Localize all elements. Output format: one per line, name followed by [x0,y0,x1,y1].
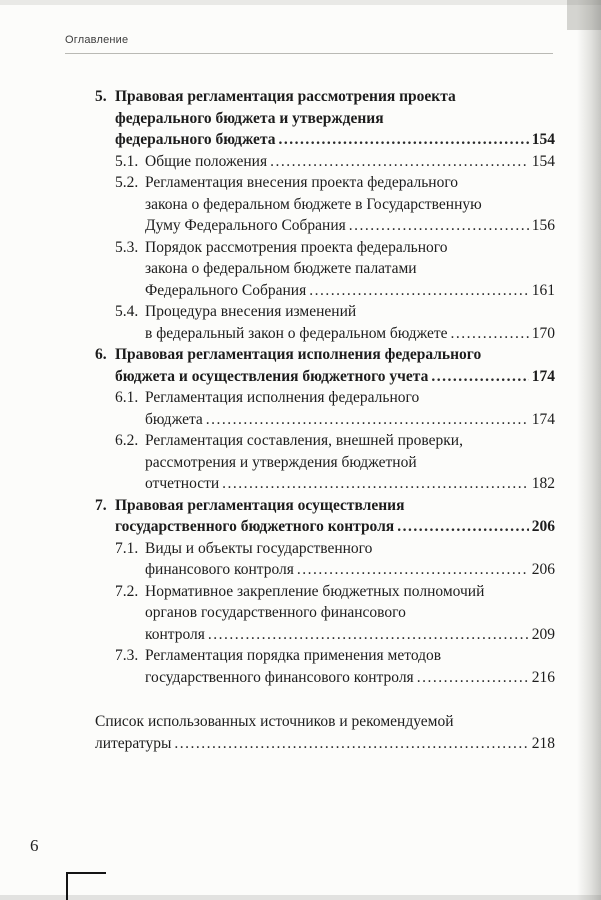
page-ref: 161 [531,281,555,299]
entry-line: органов государственного финансового [145,604,406,621]
dot-leader [309,280,529,302]
entry-line: Правовая регламентация рассмотрения проекта [115,88,456,105]
dot-leader [206,409,529,431]
entry-body [145,430,555,495]
running-header [65,34,553,54]
corner-mark [66,872,106,900]
entry-body [145,387,555,430]
dot-leader [451,323,529,345]
dot-leader [397,516,529,538]
entry-number: 5. [95,88,107,105]
page-ref: 182 [531,475,555,492]
page-number: 6 [30,836,39,855]
entry-body [115,86,555,151]
entry-text: контроля [145,625,205,643]
toc-entry [115,387,555,430]
entry-line: закона о федеральном бюджете в Государственную [145,195,482,213]
toc-entry [95,344,555,387]
entry-text: бюджета [145,410,203,428]
dot-leader [174,733,528,755]
toc-entry [95,86,555,151]
entry-text: финансового контроля [145,561,294,578]
entry-body [95,711,555,754]
entry-text: бюджета и осуществления бюджетного учета [115,367,429,385]
dot-leader [417,667,529,689]
page-ref: 216 [531,668,555,686]
entry-last-line [145,409,555,431]
scan-edge-right [577,0,601,900]
entry-number: 7.2. [115,582,139,600]
entry-text: в федеральный закон о федеральном бюджете [145,324,448,342]
page-ref: 174 [531,367,555,385]
entry-body [145,581,555,646]
entry-body [145,645,555,688]
entry-last-line [145,323,555,345]
entry-line: Правовая регламентация исполнения федерального [115,346,482,363]
entry-last-line [145,215,555,237]
entry-line: рассмотрения и утверждения бюджетной [145,453,417,471]
entry-body [145,172,555,237]
entry-last-line [145,624,555,646]
entry-last-line [115,516,555,538]
toc-entry [115,430,555,495]
entry-text: литературы [95,734,172,752]
dot-leader [222,473,529,495]
page-ref: 209 [531,625,555,643]
entry-number: 5.1. [115,152,139,170]
entry-line: закона о федеральном бюджете палатами [145,260,417,277]
entry-text: отчетности [145,475,220,492]
toc-entry [115,538,555,581]
entry-line: Регламентация порядка применения методов [145,647,442,664]
toc-entry [115,645,555,688]
entry-last-line [145,151,555,173]
page-ref: 170 [531,324,555,342]
entry-number: 5.2. [115,174,139,191]
dot-leader [349,215,529,237]
page-ref: 154 [531,152,555,170]
entry-line: Список использованных источников и рекомендуемой [95,713,454,730]
toc-entry [95,495,555,538]
entry-last-line [95,733,555,755]
page-ref: 206 [531,561,555,578]
toc-entry [95,711,555,754]
entry-last-line [115,366,555,388]
entry-text: Федерального Собрания [145,281,307,299]
toc-entry [115,581,555,646]
toc-list [95,86,555,754]
entry-text: Думу Федерального Собрания [145,217,346,234]
header-rule [65,53,553,54]
scan-corner-top-right [567,0,601,30]
page-ref: 218 [531,734,555,752]
entry-text: государственного бюджетного контроля [115,518,395,535]
entry-body [145,151,555,173]
entry-body [145,301,555,344]
entry-number: 6. [95,346,107,363]
entry-last-line [145,473,555,495]
entry-text: федерального бюджета [115,131,276,148]
entry-line: Нормативное закрепление бюджетных полномочий [145,582,485,600]
entry-body [115,344,555,387]
entry-number: 7.3. [115,647,139,664]
dot-leader [431,366,528,388]
entry-text: Общие положения [145,152,268,170]
entry-line: Регламентация составления, внешней проверки, [145,432,463,449]
entry-line: федерального бюджета и утверждения [115,109,384,127]
dot-leader [270,151,529,173]
entry-number: 6.2. [115,432,139,449]
entry-last-line [145,280,555,302]
entry-number: 6.1. [115,389,139,406]
entry-line: Процедура внесения изменений [145,303,357,320]
running-header-label: Оглавление [65,34,129,46]
page-ref: 154 [531,131,555,148]
entry-line: Регламентация исполнения федерального [145,389,420,406]
entry-number: 5.3. [115,238,139,256]
dot-leader [297,559,529,581]
entry-line: Порядок рассмотрения проекта федерального [145,238,448,256]
entry-number: 5.4. [115,303,139,320]
entry-line: Регламентация внесения проекта федерального [145,174,459,191]
entry-body [115,495,555,538]
entry-last-line [145,559,555,581]
entry-number: 7. [95,496,107,514]
toc-entry [115,172,555,237]
dot-leader [208,624,529,646]
entry-last-line [145,667,555,689]
toc-entry [115,301,555,344]
toc-entry [115,151,555,173]
page-ref: 156 [531,217,555,234]
page-ref: 206 [531,518,555,535]
dot-leader [279,129,529,151]
toc-entry [115,237,555,302]
entry-body [145,237,555,302]
entry-line: Правовая регламентация осуществления [115,496,405,514]
entry-line: Виды и объекты государственного [145,539,373,557]
entry-body [145,538,555,581]
scan-edge-top [0,0,601,5]
page-ref: 174 [531,410,555,428]
entry-text: государственного финансового контроля [145,668,414,686]
entry-last-line [115,129,555,151]
entry-number: 7.1. [115,539,139,557]
